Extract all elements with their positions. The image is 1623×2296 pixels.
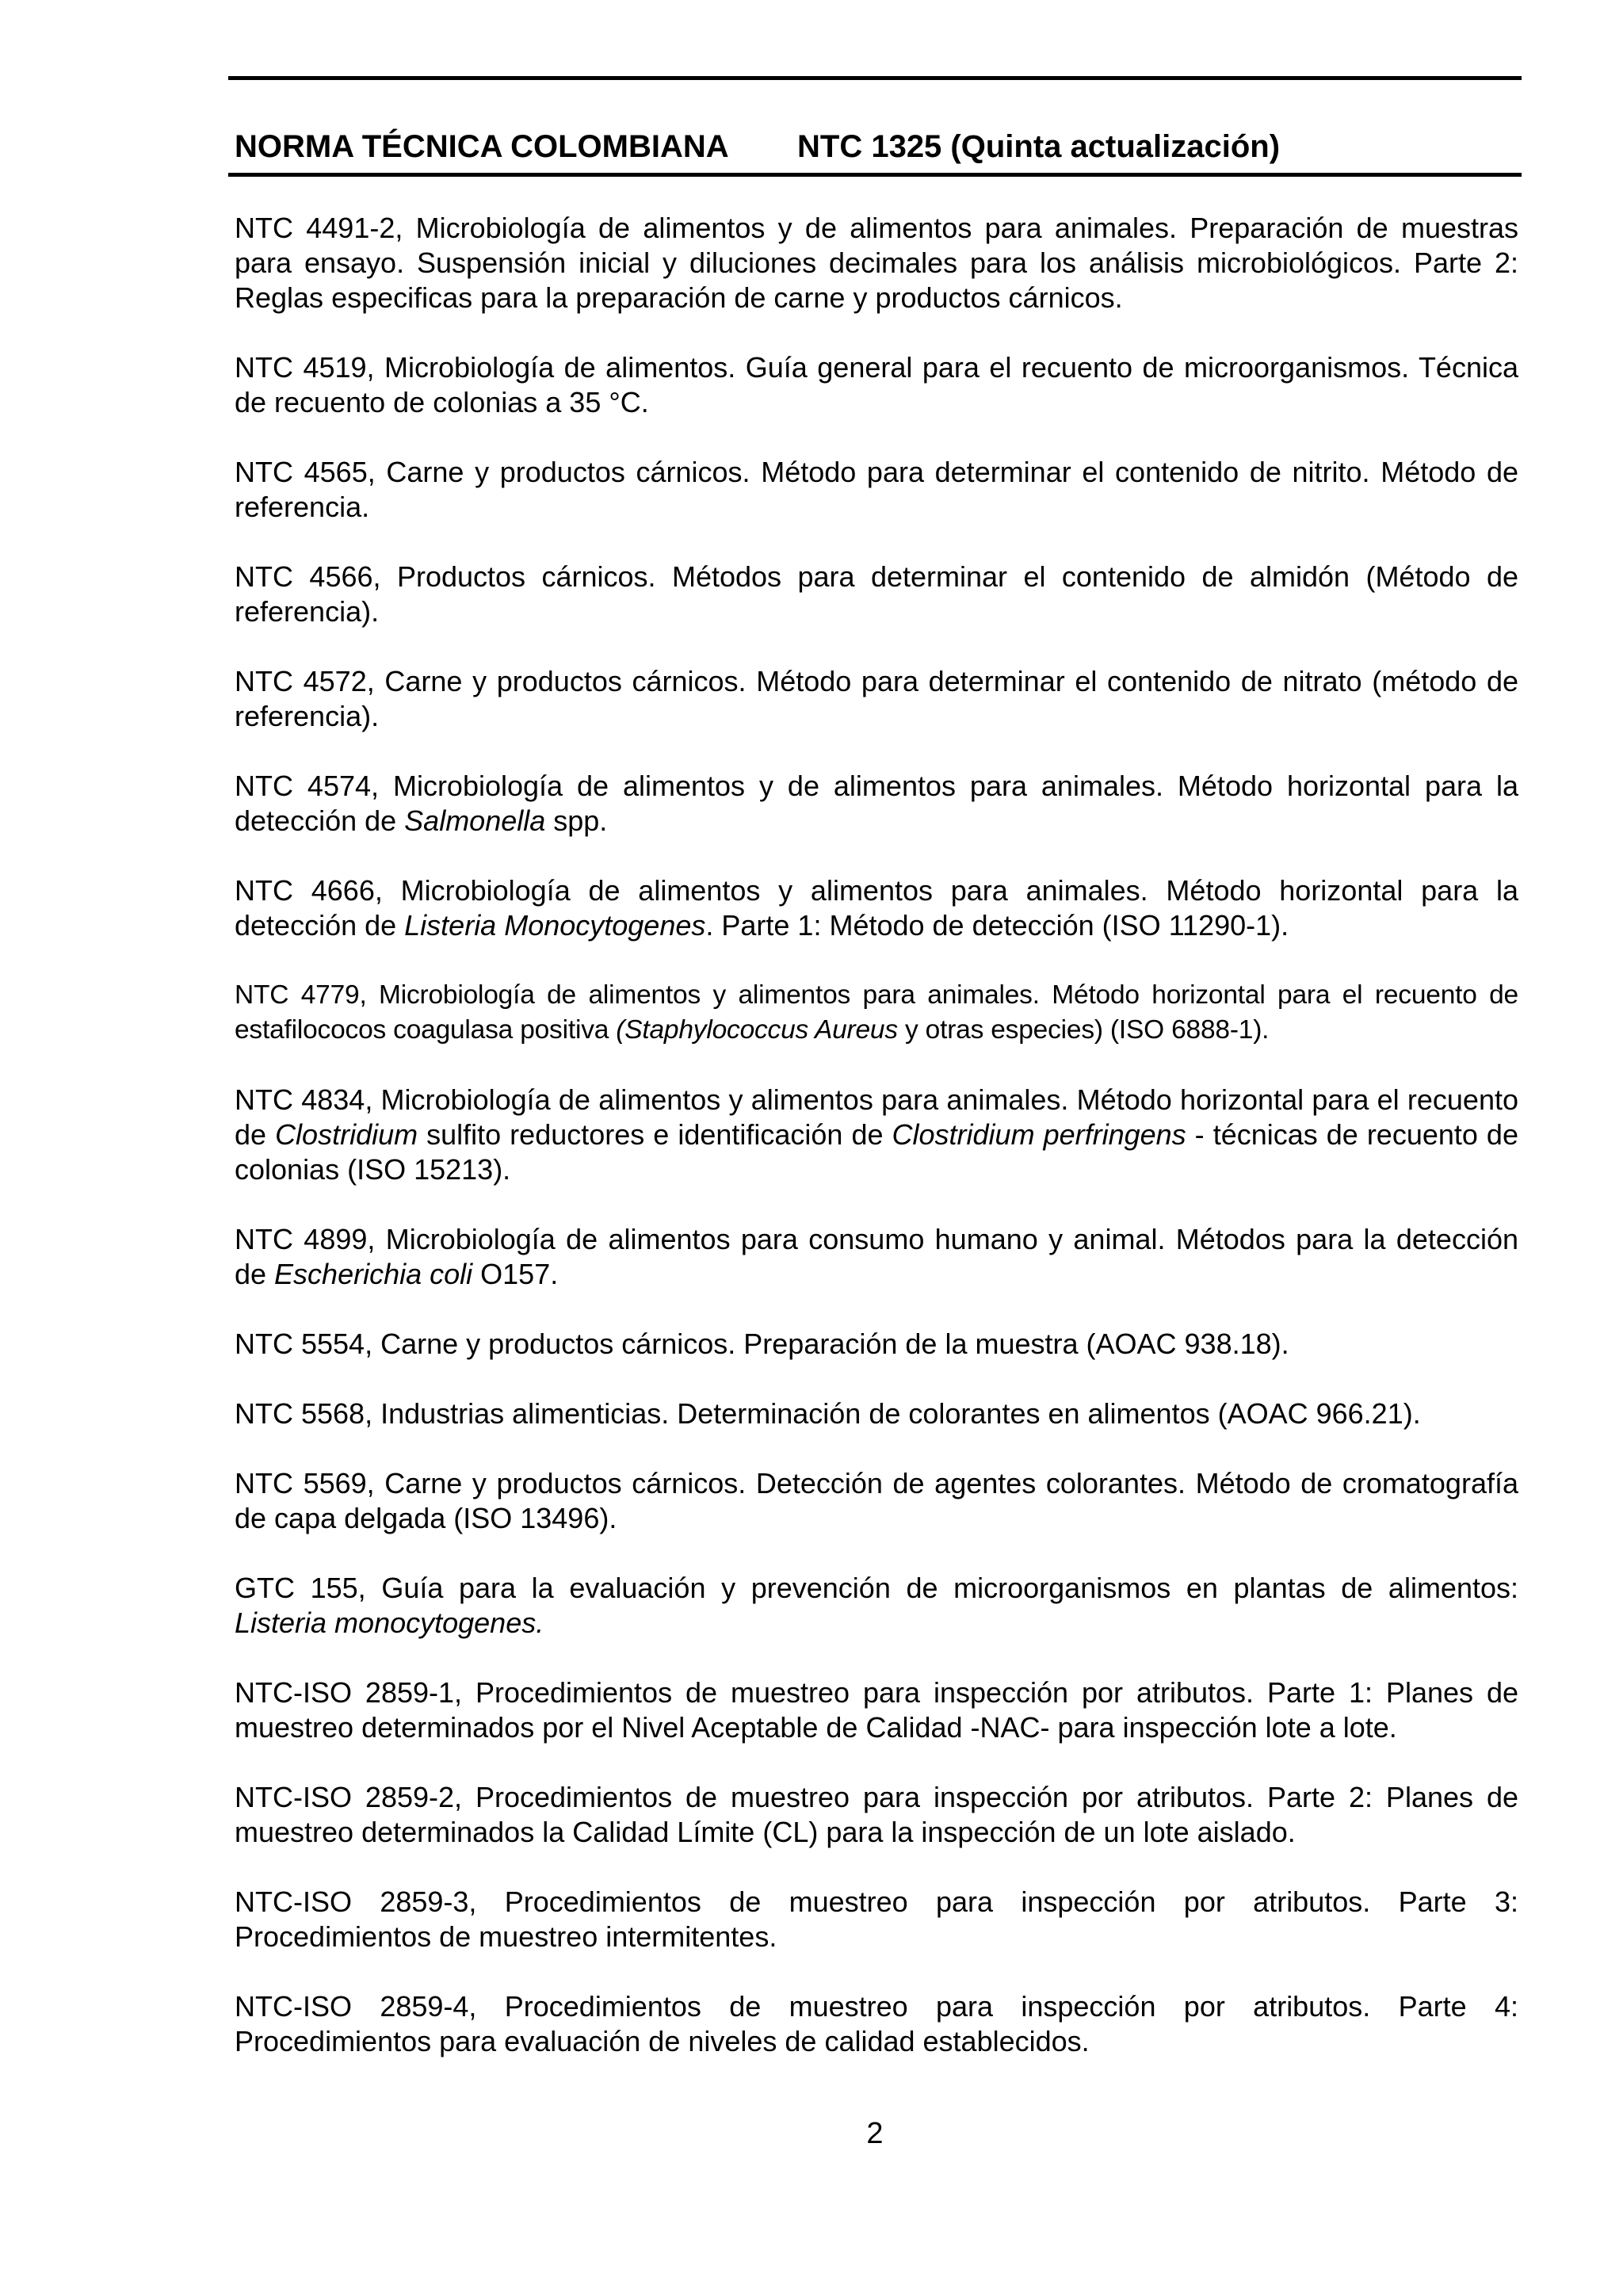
reference-text: NTC 4834, Microbiología de alimentos y alimentos para animales. Método horizontal para el recuento de: [235, 1083, 1518, 1151]
reference-ntc-4572: [235, 664, 1518, 734]
reference-text: NTC 5554, Carne y productos cárnicos. Preparación de la muestra (AOAC 938.18).: [235, 1328, 1289, 1360]
page-number: 2: [866, 2117, 884, 2150]
reference-ntc-5568: [235, 1396, 1518, 1431]
reference-text: O157.: [472, 1258, 559, 1290]
reference-gtc-155: [235, 1571, 1518, 1641]
header-standard-type: NORMA TÉCNICA COLOMBIANA: [235, 129, 729, 164]
reference-ntc-4491-2: [235, 211, 1518, 315]
reference-ntc-iso-2859-3: [235, 1885, 1518, 1954]
reference-italic-text: Clostridium perfringens: [892, 1118, 1186, 1151]
reference-text: NTC-ISO 2859-2, Procedimientos de muestreo para inspección por atributos. Parte 2: Planes de muestreo determinados la Calidad Límite (CL) para la inspección de un lote aislado.: [235, 1781, 1518, 1848]
reference-italic-text: Clostridium: [275, 1118, 418, 1151]
reference-text: NTC 4779, Microbiología de alimentos y alimentos para animales. Método horizontal para el recuento de estafilococos coagulasa positiva: [235, 980, 1518, 1045]
reference-text: y otras especies) (ISO 6888-1).: [897, 1015, 1270, 1045]
reference-text: . Parte 1: Método de detección (ISO 11290-1).: [705, 909, 1289, 942]
reference-text: sulfito reductores e identificación de: [418, 1118, 892, 1151]
reference-ntc-4565: [235, 455, 1518, 525]
reference-text: NTC 5568, Industrias alimenticias. Determinación de colorantes en alimentos (AOAC 966.21).: [235, 1397, 1421, 1430]
reference-italic-text: Escherichia coli: [274, 1258, 473, 1290]
reference-text: NTC 4491-2, Microbiología de alimentos y de alimentos para animales. Preparación de muestras para ensayo. Suspensión inicial y diluciones decimales para los análisis microbiológicos. Parte 2: Reglas especificas para la preparación de carne y productos cárnicos.: [235, 212, 1518, 314]
reference-ntc-4779: [235, 978, 1518, 1048]
reference-italic-text: Listeria Monocytogenes: [404, 909, 706, 942]
reference-text: - técnicas de recuento de colonias (ISO 15213).: [235, 1118, 1518, 1186]
reference-italic-text: Listeria monocytogenes.: [235, 1606, 544, 1639]
reference-italic-text: Salmonella: [404, 804, 546, 837]
page-header: [235, 127, 1518, 166]
reference-ntc-4519: [235, 350, 1518, 420]
reference-text: NTC-ISO 2859-3, Procedimientos de muestreo para inspección por atributos. Parte 3: Procedimientos de muestreo intermitentes.: [235, 1885, 1518, 1953]
reference-text: NTC 4899, Microbiología de alimentos para consumo humano y animal. Métodos para la detección de: [235, 1223, 1518, 1290]
header-bottom-rule: [228, 173, 1522, 177]
header-top-rule: [228, 76, 1522, 80]
reference-text: NTC-ISO 2859-4, Procedimientos de muestreo para inspección por atributos. Parte 4: Procedimientos para evaluación de niveles de calidad establecidos.: [235, 1990, 1518, 2057]
reference-list: [235, 211, 1518, 2094]
reference-ntc-5569: [235, 1466, 1518, 1536]
reference-text: NTC 4666, Microbiología de alimentos y alimentos para animales. Método horizontal para la detección de: [235, 874, 1518, 942]
reference-ntc-iso-2859-1: [235, 1675, 1518, 1745]
reference-ntc-iso-2859-4: [235, 1989, 1518, 2059]
reference-ntc-4899: [235, 1222, 1518, 1292]
reference-text: NTC 4574, Microbiología de alimentos y de alimentos para animales. Método horizontal para la detección de: [235, 770, 1518, 837]
reference-ntc-4574: [235, 769, 1518, 839]
reference-text: GTC 155, Guía para la evaluación y prevención de microorganismos en plantas de alimentos:: [235, 1572, 1518, 1604]
reference-text: NTC-ISO 2859-1, Procedimientos de muestreo para inspección por atributos. Parte 1: Planes de muestreo determinados por el Nivel Aceptable de Calidad -NAC- para inspección lote a lote.: [235, 1676, 1518, 1744]
reference-text: NTC 5569, Carne y productos cárnicos. Detección de agentes colorantes. Método de cromatografía de capa delgada (ISO 13496).: [235, 1467, 1518, 1534]
reference-text: NTC 4519, Microbiología de alimentos. Guía general para el recuento de microorganismos. Técnica de recuento de colonias a 35 °C.: [235, 351, 1518, 418]
reference-ntc-4566: [235, 560, 1518, 629]
reference-text: NTC 4566, Productos cárnicos. Métodos para determinar el contenido de almidón (Método de referencia).: [235, 560, 1518, 628]
reference-text: NTC 4572, Carne y productos cárnicos. Método para determinar el contenido de nitrato (método de referencia).: [235, 665, 1518, 732]
reference-ntc-4666: [235, 873, 1518, 943]
reference-ntc-4834: [235, 1083, 1518, 1187]
reference-text: spp.: [545, 804, 608, 837]
reference-italic-text: (Staphylococcus Aureus: [616, 1015, 898, 1045]
reference-ntc-iso-2859-2: [235, 1780, 1518, 1850]
reference-ntc-5554: [235, 1327, 1518, 1362]
reference-text: NTC 4565, Carne y productos cárnicos. Método para determinar el contenido de nitrito. Método de referencia.: [235, 456, 1518, 523]
header-standard-code: NTC 1325 (Quinta actualización): [797, 129, 1281, 164]
